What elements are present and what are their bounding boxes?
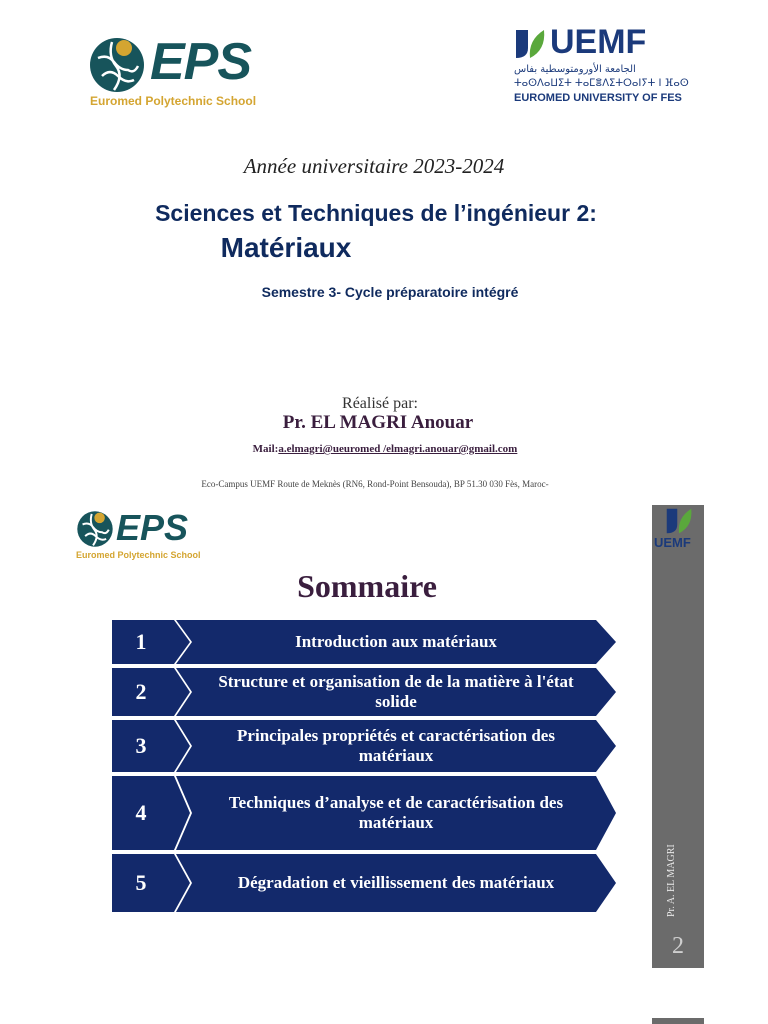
- eps-logo: [88, 32, 288, 112]
- uemf-leaf-icon: [514, 28, 546, 60]
- toc-label: Techniques d’analyse et de caractérisation des matériaux: [228, 793, 564, 832]
- author-name: Pr. EL MAGRI Anouar: [282, 412, 474, 433]
- toc-number: 1: [135, 629, 147, 654]
- toc-item-4[interactable]: [112, 776, 616, 850]
- toc-number: 5: [135, 870, 147, 895]
- mail-link[interactable]: a.elmagri@ueuromed /elmagri.anouar@gmail.com: [278, 443, 518, 455]
- eps-logo-text: EPS: [116, 507, 189, 548]
- toc-label: Structure et organisation de de la matière à l'état solide: [218, 672, 574, 711]
- toc-label: Introduction aux matériaux: [295, 632, 497, 651]
- toc-number: 2: [135, 679, 147, 704]
- eps-logo-subtitle: Euromed Polytechnic School: [90, 94, 257, 108]
- summary-title: Sommaire: [297, 568, 437, 604]
- eps-logo-text: EPS: [150, 33, 252, 91]
- page-number: 2: [672, 933, 684, 959]
- course-subtitle: Matériaux: [220, 232, 352, 263]
- eps-globe-icon: [76, 510, 114, 548]
- uemf-logo-text: UEMF: [550, 23, 647, 61]
- toc-label: Dégradation et vieillissement des matériaux: [237, 873, 555, 892]
- summary-eps-logo: [76, 508, 216, 564]
- toc-number: 3: [135, 733, 147, 758]
- toc-label: Principales propriétés et caractérisation des matériaux: [237, 726, 555, 765]
- toc-item-1[interactable]: [112, 620, 616, 664]
- sidebar-logo-text: UEMF: [654, 535, 691, 550]
- toc-item-2[interactable]: [112, 668, 616, 716]
- academic-year: Année universitaire 2023-2024: [243, 154, 505, 178]
- eps-logo-subtitle: Euromed Polytechnic School: [76, 550, 201, 560]
- next-slide-sidebar-edge: [652, 1018, 704, 1024]
- toc-number: 4: [135, 800, 147, 825]
- toc-item-5[interactable]: [112, 854, 616, 912]
- semester-label: Semestre 3- Cycle préparatoire intégré: [261, 284, 519, 300]
- uemf-logo: [512, 23, 689, 110]
- course-title: Sciences et Techniques de l’ingénieur 2:: [155, 200, 597, 226]
- uemf-english-name: EUROMED UNIVERSITY OF FES: [514, 92, 682, 104]
- mail-label: Mail:: [252, 443, 279, 455]
- campus-address: Eco-Campus UEMF Route de Meknès (RN6, Rond-Point Bensouda), BP 51.30 030 Fès, Maroc-: [201, 479, 549, 489]
- made-by-label: Réalisé par:: [342, 395, 418, 412]
- uemf-leaf-icon: [664, 507, 694, 535]
- eps-globe-icon: [88, 36, 146, 94]
- uemf-arabic-name: الجامعة الأورومتوسطية بفاس: [514, 64, 636, 75]
- contact-mail: [0, 443, 768, 455]
- sidebar-author: Pr. A. EL MAGRI: [666, 844, 677, 917]
- uemf-tifinagh-name: ⵜⴰⵙⴷⴰⵡⵉⵜ ⵜⴰⵎⴻⴷⵉⵜⵔⴰⵏⵢⵜ ⵏ ⴼⴰⵙ: [514, 78, 689, 89]
- toc-item-3[interactable]: [112, 720, 616, 772]
